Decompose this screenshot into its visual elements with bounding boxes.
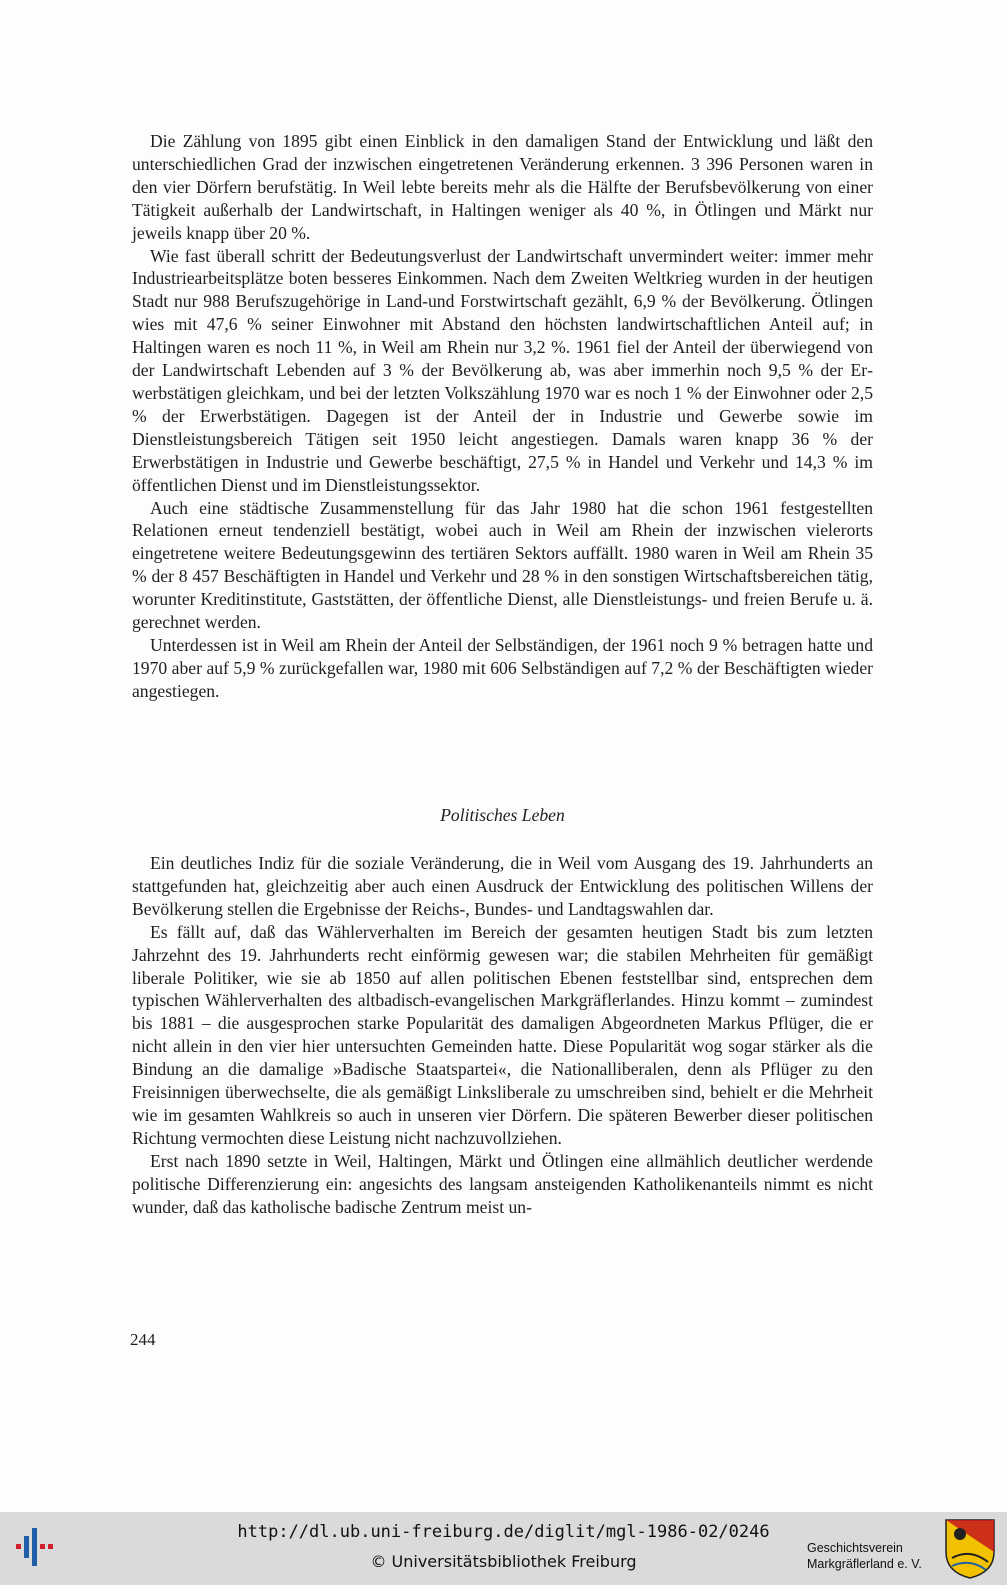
paragraph: Erst nach 1890 setzte in Weil, Haltingen, Märkt und Ötlingen eine allmählich deutlicher werdende politische Differenzierung ein: angesichts des langsam ansteigenden Katholikenanteils nimmt es nicht wunder, daß das katholische badische Zentrum meist un- (132, 1150, 873, 1217)
page-number: 244 (130, 1330, 156, 1349)
paragraph: Die Zählung von 1895 gibt einen Einblick in den damaligen Stand der Entwicklung und läßt den unterschiedlichen Grad der inzwischen eingetretenen Veränderung erkennen. 3 396 Personen waren in den vier Dörfern berufstätig. In Weil lebte bereits mehr als die Hälfte der Berufsbevölkerung von einer Tätigkeit außerhalb der Landwirtschaft, in Haltingen weniger als 40 %, in Ötlingen und Märkt nur jeweils knapp über 20 %. (132, 131, 873, 243)
paragraph: Es fällt auf, daß das Wählerverhalten im Bereich der gesamten heutigen Stadt bis zum letzten Jahrzehnt des 19. Jahrhunderts recht einförmig gewesen war; die stabilen Mehrheiten für gemäßigt liberale Politiker, wie sie ab 1850 auf allen politischen Ebenen feststellbar sind, entsprechen dem typischen Wählerverhalten des altbadisch-evangelischen Markgräflerlandes. Hinzu kommt – zumindest bis 1881 – die ausgesprochen starke Popularität des damaligen Abgeordneten Markus Pflüger, die er nicht allein in den vier hier untersuchten Gemeinden hatte. Diese Popularität wog sogar stärker als die Bindung an die damalige »Badische Staatspartei«, die Nationalliberalen, denn als Pflüger zu den Freisinnigen überwechselte, die als gemäßigt Linksliberale zu umschreiben sind, behielt er die Mehrheit wie im gesamten Wahlkreis so auch in unseren vier Dörfern. Die späteren Bewerber dieser politischen Richtung vermochten diese Leistung nicht nachzuvollziehen. (132, 921, 873, 1148)
copyright-notice: © Universitätsbibliothek Freiburg (370, 1552, 637, 1571)
society-line-1: Geschichtsverein (807, 1541, 903, 1555)
paragraph: Wie fast überall schritt der Bedeutungsverlust der Landwirtschaft unvermindert weiter: immer mehr Industriearbeitsplätze boten besseres Einkommen. Nach dem Zweiten Weltkrieg wurden in der heutigen Stadt nur 988 Berufszugehörige in Land-und Forstwirtschaft gezählt, 6,9 % der Bevölkerung. Ötlingen wies mit 47,6 % seiner Einwohner mit Abstand den höchsten landwirtschaftlichen Anteil auf; in Haltingen waren es noch 11 %, in Weil am Rhein nur 3,2 %. 1961 fiel der Anteil der überwiegend von der Landwirtschaft Lebenden auf 3 % der Bevölkerung ab, was aber immerhin noch 9,5 % der Erwerbstätigen gleichkam, und bei der letzten Volkszählung 1970 war es noch 1 % der Einwohner oder 2,5 % der Erwerbstätigen. Dagegen ist der Anteil der in Industrie und Gewerbe sowie im Dienstleistungsbereich Tätigen seit 1950 leicht angestiegen. Damals waren knapp 36 % der Erwerbstätigen in Industrie und Gewerbe beschäftigt, 27,5 % in Handel und Verkehr und 14,3 % im öffentlichen Dienst und im Dienstleistungssektor. (132, 245, 873, 495)
source-url-link[interactable]: http://dl.ub.uni-freiburg.de/diglit/mgl-1986-02/0246 (237, 1522, 770, 1542)
footer-bar (0, 1512, 1007, 1585)
paragraph: Ein deutliches Indiz für die soziale Veränderung, die in Weil vom Ausgang des 19. Jahrhunderts an stattgefunden hat, gleichzeitig aber auch einen Ausdruck der Entwicklung des politischen Willens der Bevölkerung stellen die Ergebnisse der Reichs-, Bundes- und Landtagswahlen dar. (132, 853, 873, 919)
society-line-2: Markgräflerland e. V. (807, 1557, 922, 1571)
coat-of-arms-icon (944, 1518, 996, 1580)
society-name (807, 1540, 932, 1572)
section-heading: Politisches Leben (440, 805, 565, 825)
text-block-politics (132, 852, 873, 1219)
paragraph: Auch eine städtische Zusammenstellung für das Jahr 1980 hat die schon 1961 festgestellten Relationen erneut tendenziell bestätigt, wobei auch in Weil am Rhein der inzwischen vielerorts eingetretene weitere Bedeutungsgewinn des tertiären Sektors auffällt. 1980 waren in Weil am Rhein 35 % der 8 457 Beschäftigten in Handel und Verkehr und 28 % in den sonstigen Wirtschaftsbereichen tätig, worunter Kreditinstitute, Gaststätten, der öffentliche Dienst, alle Dienstleistungs- und freien Berufe u. ä. gerechnet werden. (132, 497, 873, 633)
text-block-economy (132, 130, 873, 703)
paragraph: Unterdessen ist in Weil am Rhein der Anteil der Selbständigen, der 1961 noch 9 % betragen hatte und 1970 aber auf 5,9 % zurückgefallen war, 1980 mit 606 Selbständigen auf 7,2 % der Beschäftigten wieder angestiegen. (132, 634, 873, 701)
